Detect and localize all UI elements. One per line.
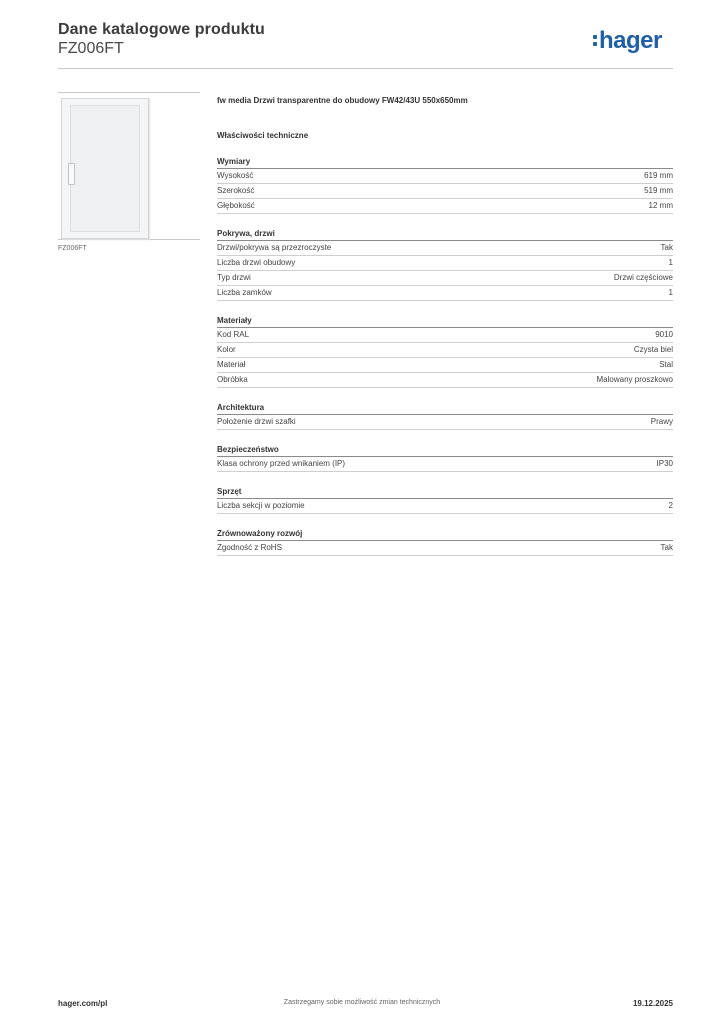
spec-group	[217, 229, 673, 301]
spec-value: Czysta biel	[633, 345, 673, 354]
logo-dots-icon	[593, 32, 597, 46]
footer-date: 19.12.2025	[632, 999, 673, 1008]
spec-label: Liczba zamków	[217, 288, 272, 297]
door-illustration	[61, 98, 149, 239]
spec-row	[217, 373, 673, 388]
footer-website-link[interactable]: hager.com/pl	[58, 999, 108, 1008]
spec-value: 519 mm	[644, 186, 673, 195]
spec-value: IP30	[656, 459, 673, 468]
header-divider	[58, 68, 673, 69]
spec-value: 619 mm	[644, 171, 673, 180]
spec-group	[217, 487, 673, 514]
section-title: Właściwości techniczne	[217, 131, 309, 140]
spec-group	[217, 316, 673, 388]
spec-label: Położenie drzwi szafki	[217, 417, 296, 426]
image-caption: FZ006FT	[58, 245, 87, 252]
spec-value: 1	[668, 258, 673, 267]
spec-label: Klasa ochrony przed wnikaniem (IP)	[217, 459, 346, 468]
spec-group-title: Sprzęt	[217, 487, 673, 499]
spec-row	[217, 256, 673, 271]
spec-row	[217, 328, 673, 343]
spec-group-title: Zrównoważony rozwój	[217, 529, 673, 541]
spec-value: 2	[668, 501, 673, 510]
spec-row	[217, 541, 673, 556]
spec-group	[217, 157, 673, 214]
document-title: Dane katalogowe produktu	[58, 21, 265, 38]
spec-label: Drzwi/pokrywa są przezroczyste	[217, 243, 332, 252]
spec-group-title: Materiały	[217, 316, 673, 328]
spec-label: Typ drzwi	[217, 273, 251, 282]
spec-row	[217, 184, 673, 199]
door-handle-icon	[68, 163, 75, 185]
spec-label: Kolor	[217, 345, 236, 354]
spec-label: Szerokość	[217, 186, 255, 195]
product-title: fw media Drzwi transparentne do obudowy FW42/43U 550x650mm	[217, 96, 468, 105]
spec-group-title: Pokrywa, drzwi	[217, 229, 673, 241]
spec-label: Kod RAL	[217, 330, 250, 339]
product-image	[58, 92, 200, 240]
door-glass	[70, 105, 140, 232]
spec-row	[217, 271, 673, 286]
spec-value: Malowany proszkowo	[596, 375, 673, 384]
spec-label: Liczba sekcji w poziomie	[217, 501, 305, 510]
spec-content	[217, 96, 673, 556]
spec-value: Stal	[659, 360, 673, 369]
spec-row	[217, 199, 673, 214]
spec-value: Tak	[660, 543, 673, 552]
spec-label: Materiał	[217, 360, 246, 369]
spec-row	[217, 457, 673, 472]
spec-label: Liczba drzwi obudowy	[217, 258, 296, 267]
spec-label: Wysokość	[217, 171, 254, 180]
spec-group-title: Wymiary	[217, 157, 673, 169]
spec-value: 12 mm	[648, 201, 673, 210]
spec-value: Prawy	[650, 417, 673, 426]
spec-value: 1	[668, 288, 673, 297]
spec-groups	[217, 157, 673, 556]
hager-logo[interactable]	[593, 29, 662, 53]
spec-group	[217, 403, 673, 430]
spec-row	[217, 241, 673, 256]
spec-group-title: Bezpieczeństwo	[217, 445, 673, 457]
spec-group	[217, 445, 673, 472]
spec-row	[217, 358, 673, 373]
footer-disclaimer: Zastrzegamy sobie możliwość zmian technicznych	[283, 999, 441, 1006]
spec-value: 9010	[655, 330, 673, 339]
spec-label: Głębokość	[217, 201, 255, 210]
spec-row	[217, 169, 673, 184]
spec-row	[217, 415, 673, 430]
spec-group	[217, 529, 673, 556]
spec-value: Drzwi częściowe	[613, 273, 673, 282]
spec-row	[217, 343, 673, 358]
product-code: FZ006FT	[58, 40, 124, 57]
spec-group-title: Architektura	[217, 403, 673, 415]
spec-row	[217, 499, 673, 514]
spec-label: Obróbka	[217, 375, 248, 384]
spec-label: Zgodność z RoHS	[217, 543, 282, 552]
logo-text: hager	[599, 27, 662, 54]
spec-row	[217, 286, 673, 301]
spec-value: Tak	[660, 243, 673, 252]
